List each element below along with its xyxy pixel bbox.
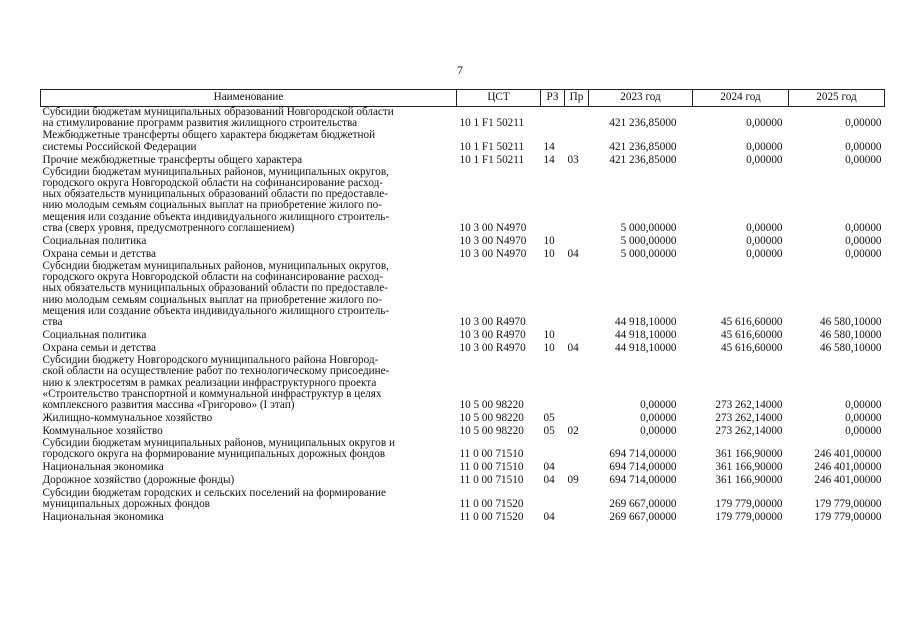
- row-name: [41, 438, 457, 461]
- row-name: [41, 167, 457, 235]
- row-value-2023: 44 918,10000: [614, 316, 677, 329]
- row-cst: 10 5 00 98220: [459, 412, 524, 425]
- row-name-text: Прочие межбюджетные трансферты общего характера: [42, 153, 303, 166]
- row-pr: [565, 462, 589, 475]
- row-value-2023: 694 714,00000: [609, 461, 677, 474]
- header-pr: Пр: [565, 90, 589, 107]
- row-name-text: Социальная политика: [42, 329, 147, 342]
- row-cst: 10 1 F1 50211: [459, 140, 525, 153]
- row-value-2025: 246 401,00000: [814, 474, 882, 487]
- row-value-2023: 5 000,00000: [620, 234, 677, 247]
- row-pr: [565, 511, 589, 524]
- row-rz: 05: [543, 425, 555, 438]
- row-value-2024: 273 262,14000: [715, 399, 783, 412]
- table-row: [41, 235, 885, 248]
- row-rz: 10: [543, 234, 555, 247]
- row-value-2024: 273 262,14000: [715, 412, 783, 425]
- row-name: [41, 488, 457, 511]
- table-row: [41, 329, 885, 342]
- table-header-row: [41, 90, 885, 107]
- row-cst: 10 3 00 R4970: [459, 329, 526, 342]
- row-value-2025: 246 401,00000: [814, 448, 882, 461]
- row-value-2025: 0,00000: [845, 117, 882, 130]
- row-name-text: Субсидии бюджетам городских и сельских поселений на формирование муниципальных дорожных фондов: [42, 486, 386, 510]
- row-value-2025: 0,00000: [845, 153, 882, 166]
- row-value-2023: 0,00000: [640, 399, 677, 412]
- row-value-2025: 46 580,10000: [819, 329, 882, 342]
- row-value-2025: 0,00000: [845, 221, 882, 234]
- row-value-2025: 46 580,10000: [819, 342, 882, 355]
- row-value-2024: 0,00000: [746, 221, 783, 234]
- row-name: [41, 261, 457, 329]
- table-row: [41, 511, 885, 524]
- row-cst: 10 5 00 98220: [459, 399, 524, 412]
- row-rz: [541, 355, 565, 412]
- row-value-2025: 0,00000: [845, 247, 882, 260]
- row-name-text: Охрана семьи и детства: [42, 247, 156, 260]
- page-number: 7: [457, 63, 463, 77]
- table-row: [41, 107, 885, 131]
- row-name: [41, 511, 457, 524]
- table-row: [41, 438, 885, 461]
- row-rz: 10: [543, 342, 555, 355]
- header-2025: 2025 год: [789, 90, 885, 107]
- row-cst: 10 3 00 N4970: [459, 221, 527, 234]
- row-name-text: Субсидии бюджетам муниципальных районов, муниципальных округов, городского округа Новгородской области на софинансирование расход- ных обязательств муниципальных образований области по предоставле- нию молодым семьям социальных выплат на приобретение жилого по- мещения или создание объекта индивидуального жилищного строитель- ства (сверх уровня, предусмотренного соглашением): [42, 165, 390, 234]
- row-value-2025: 246 401,00000: [814, 461, 882, 474]
- row-value-2024: 0,00000: [746, 117, 783, 130]
- row-rz: 14: [543, 153, 555, 166]
- row-value-2023: 421 236,85000: [609, 117, 677, 130]
- table-row: [41, 167, 885, 235]
- row-name-text: Субсидии бюджетам муниципальных районов, муниципальных округов и городского округа на формирование муниципальных дорожных фондов: [42, 437, 395, 461]
- row-value-2025: 0,00000: [845, 234, 882, 247]
- row-name-text: Охрана семьи и детства: [42, 342, 156, 355]
- row-name-text: Коммунальное хозяйство: [42, 425, 163, 438]
- row-value-2023: 44 918,10000: [614, 342, 677, 355]
- row-value-2024: 361 166,90000: [715, 461, 783, 474]
- row-value-2024: 0,00000: [746, 234, 783, 247]
- row-pr: [565, 130, 589, 153]
- row-value-2024: 0,00000: [746, 153, 783, 166]
- row-cst: 10 3 00 R4970: [459, 316, 526, 329]
- row-value-2023: 694 714,00000: [609, 448, 677, 461]
- row-name: [41, 475, 457, 488]
- row-value-2023: 5 000,00000: [620, 221, 677, 234]
- table-row: [41, 475, 885, 488]
- row-rz: 10: [543, 247, 555, 260]
- row-value-2023: 44 918,10000: [614, 329, 677, 342]
- row-cst: 10 1 F1 50211: [459, 117, 525, 130]
- row-name: [41, 107, 457, 131]
- row-pr: [565, 261, 589, 329]
- row-pr: [565, 438, 589, 461]
- row-cst: 11 0 00 71520: [459, 497, 524, 510]
- row-name-text: Межбюджетные трансферты общего характера бюджетам бюджетной системы Российской Федерации: [42, 129, 376, 153]
- row-name: [41, 235, 457, 248]
- table-row: [41, 154, 885, 167]
- header-rz: РЗ: [541, 90, 565, 107]
- row-pr: [565, 355, 589, 412]
- row-value-2023: 269 667,00000: [609, 510, 677, 523]
- table-body: [41, 107, 885, 525]
- row-value-2024: 45 616,60000: [720, 329, 783, 342]
- row-value-2023: 421 236,85000: [609, 140, 677, 153]
- row-rz: 10: [543, 329, 555, 342]
- row-cst: 11 0 00 71510: [459, 448, 524, 461]
- row-value-2025: 0,00000: [845, 425, 882, 438]
- row-pr: [565, 488, 589, 511]
- row-value-2023: 0,00000: [640, 425, 677, 438]
- row-pr: [565, 167, 589, 235]
- row-value-2024: 0,00000: [746, 140, 783, 153]
- row-value-2024: 273 262,14000: [715, 425, 783, 438]
- table-row: [41, 412, 885, 425]
- row-name: [41, 329, 457, 342]
- header-2023: 2023 год: [589, 90, 693, 107]
- row-pr: 04: [567, 247, 579, 260]
- row-value-2025: 179 779,00000: [814, 497, 882, 510]
- row-name-text: Национальная экономика: [42, 510, 164, 523]
- row-name-text: Субсидии бюджету Новгородского муниципального района Новгород- ской области на осуществление работ по технологическому присоедине- нию к электросетям в рамках реализации инфраструктурного проекта «Строительство транспортной и коммунальной инфраструктур в целях комплексного развития массива «Григорово» (I этап): [42, 354, 390, 412]
- row-cst: 10 3 00 R4970: [459, 342, 526, 355]
- row-name: [41, 154, 457, 167]
- row-value-2023: 0,00000: [640, 412, 677, 425]
- row-value-2025: 0,00000: [845, 140, 882, 153]
- row-name-text: Дорожное хозяйство (дорожные фонды): [42, 474, 235, 487]
- header-name: Наименование: [41, 90, 457, 107]
- row-value-2025: 0,00000: [845, 412, 882, 425]
- row-value-2024: 0,00000: [746, 247, 783, 260]
- row-name-text: Социальная политика: [42, 234, 147, 247]
- row-cst: 10 3 00 N4970: [459, 234, 527, 247]
- row-value-2024: 45 616,60000: [720, 342, 783, 355]
- row-value-2024: 45 616,60000: [720, 316, 783, 329]
- row-rz: [541, 261, 565, 329]
- row-name-text: Жилищно-коммунальное хозяйство: [42, 412, 213, 425]
- row-value-2023: 421 236,85000: [609, 153, 677, 166]
- row-value-2023: 694 714,00000: [609, 474, 677, 487]
- row-pr: [565, 107, 589, 131]
- row-value-2023: 5 000,00000: [620, 247, 677, 260]
- row-pr: [565, 235, 589, 248]
- table-row: [41, 462, 885, 475]
- row-value-2025: 179 779,00000: [814, 510, 882, 523]
- table-row: [41, 355, 885, 412]
- row-name: [41, 355, 457, 412]
- row-pr: 04: [567, 342, 579, 355]
- row-pr: 02: [567, 425, 579, 438]
- row-cst: 11 0 00 71520: [459, 510, 524, 523]
- header-cst: ЦСТ: [457, 90, 541, 107]
- row-value-2023: 269 667,00000: [609, 497, 677, 510]
- row-name: [41, 412, 457, 425]
- row-rz: [541, 107, 565, 131]
- row-cst: 10 3 00 N4970: [459, 247, 527, 260]
- table-row: [41, 261, 885, 329]
- row-cst: 11 0 00 71510: [459, 474, 524, 487]
- row-value-2025: 0,00000: [845, 399, 882, 412]
- row-value-2025: 46 580,10000: [819, 316, 882, 329]
- table-row: [41, 488, 885, 511]
- row-name-text: Национальная экономика: [42, 461, 164, 474]
- row-pr: 09: [567, 474, 579, 487]
- row-rz: [541, 438, 565, 461]
- header-2024: 2024 год: [693, 90, 789, 107]
- row-cst: 11 0 00 71510: [459, 461, 524, 474]
- row-rz: 14: [543, 140, 555, 153]
- row-pr: [565, 329, 589, 342]
- row-pr: 03: [567, 153, 579, 166]
- row-rz: 05: [543, 412, 555, 425]
- row-value-2024: 361 166,90000: [715, 448, 783, 461]
- row-pr: [565, 412, 589, 425]
- row-rz: 04: [543, 461, 555, 474]
- row-name: [41, 462, 457, 475]
- row-cst: 10 1 F1 50211: [459, 153, 525, 166]
- row-name: [41, 130, 457, 153]
- row-name-text: Субсидии бюджетам муниципальных районов, муниципальных округов, городского округа Новгородской области на софинансирование расход- ных обязательств муниципальных образований области по предоставле- нию молодым семьям социальных выплат на приобретение жилого по- мещения или создание объекта индивидуального жилищного строитель- ства: [42, 260, 390, 329]
- row-cst: 10 5 00 98220: [459, 425, 524, 438]
- row-value-2024: 179 779,00000: [715, 510, 783, 523]
- row-value-2024: 179 779,00000: [715, 497, 783, 510]
- budget-table: [40, 89, 885, 524]
- row-rz: [541, 167, 565, 235]
- row-value-2024: 361 166,90000: [715, 474, 783, 487]
- row-rz: [541, 488, 565, 511]
- row-rz: 04: [543, 510, 555, 523]
- row-name-text: Субсидии бюджетам муниципальных образований Новгородской области на стимулирование программ развития жилищного строительства: [42, 106, 394, 130]
- row-rz: 04: [543, 474, 555, 487]
- table-row: [41, 130, 885, 153]
